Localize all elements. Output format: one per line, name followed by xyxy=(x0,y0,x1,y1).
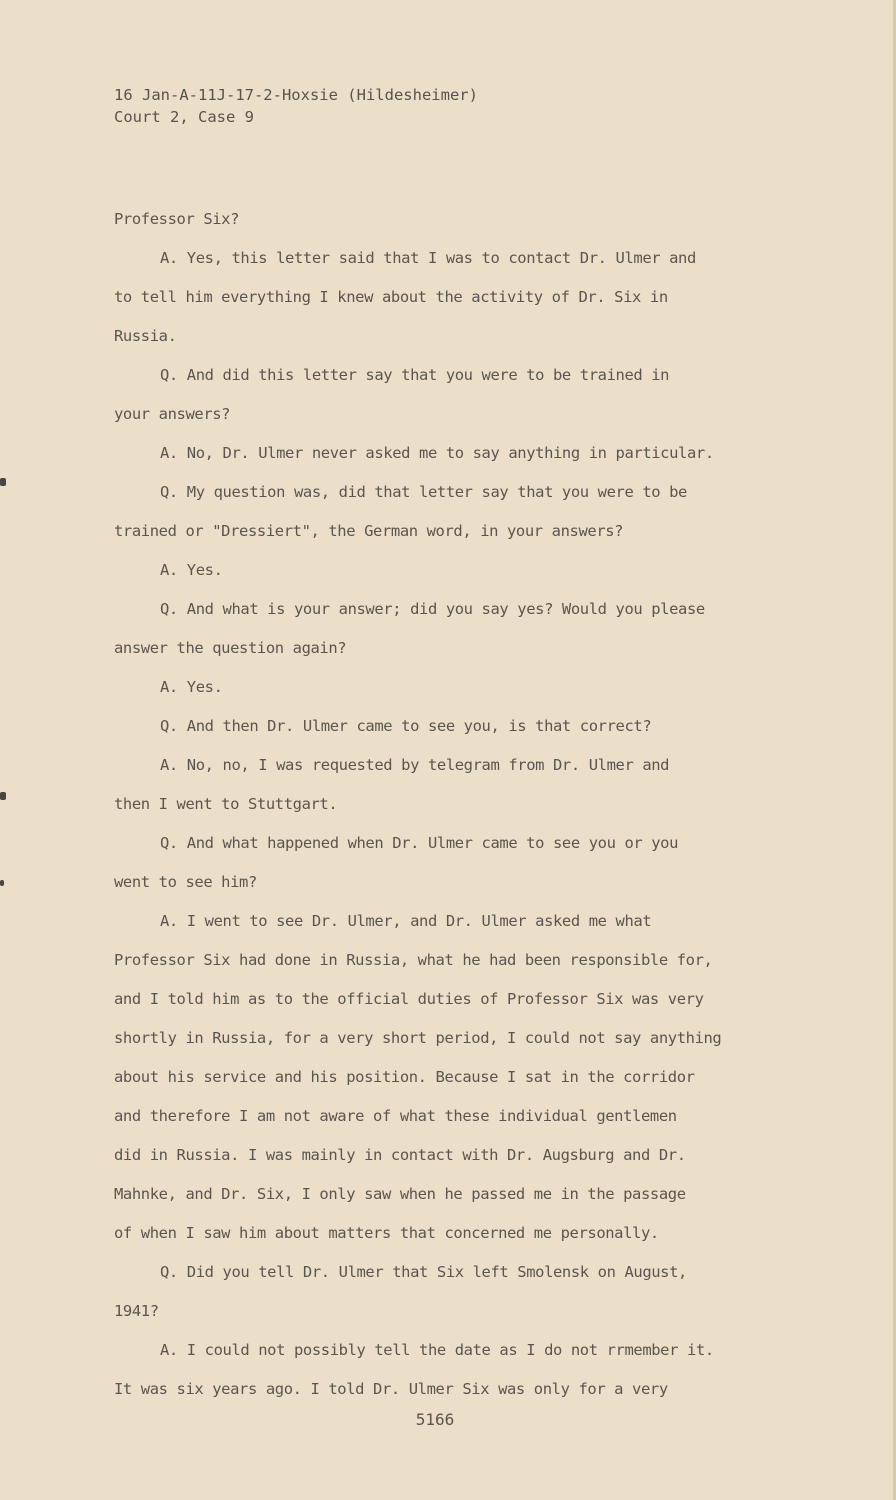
transcript-line: Q. And did this letter say that you were to be trained in xyxy=(160,366,670,384)
document-header xyxy=(114,84,478,128)
header-court-case: Court 2, Case 9 xyxy=(114,108,254,126)
transcript-line: Russia. xyxy=(114,327,177,345)
transcript-line: went to see him? xyxy=(114,873,257,891)
transcript-line: did in Russia. I was mainly in contact with Dr. Augsburg and Dr. xyxy=(114,1146,686,1164)
transcript-line: A. Yes, this letter said that I was to contact Dr. Ulmer and xyxy=(160,249,696,267)
transcript-line: It was six years ago. I told Dr. Ulmer Six was only for a very xyxy=(114,1380,668,1398)
transcript-body xyxy=(114,200,784,1409)
transcript-line: answer the question again? xyxy=(114,639,347,657)
transcript-line: A. No, Dr. Ulmer never asked me to say anything in particular. xyxy=(160,444,714,462)
transcript-line: Q. And then Dr. Ulmer came to see you, is that correct? xyxy=(160,717,652,735)
header-reference: 16 Jan-A-11J-17-2-Hoxsie (Hildesheimer) xyxy=(114,86,478,104)
transcript-line: A. No, no, I was requested by telegram from Dr. Ulmer and xyxy=(160,756,670,774)
transcript-line: and I told him as to the official duties of Professor Six was very xyxy=(114,990,704,1008)
transcript-line: Q. And what is your answer; did you say yes? Would you please xyxy=(160,600,705,618)
edge-mark xyxy=(0,792,6,800)
transcript-line: about his service and his position. Because I sat in the corridor xyxy=(114,1068,695,1086)
transcript-line: Q. My question was, did that letter say that you were to be xyxy=(160,483,687,501)
transcript-line: shortly in Russia, for a very short period, I could not say anything xyxy=(114,1029,722,1047)
transcript-line: Mahnke, and Dr. Six, I only saw when he passed me in the passage xyxy=(114,1185,686,1203)
transcript-line: A. Yes. xyxy=(160,561,223,579)
edge-mark xyxy=(0,478,6,486)
transcript-line: then I went to Stuttgart. xyxy=(114,795,338,813)
transcript-line: trained or "Dressiert", the German word, in your answers? xyxy=(114,522,624,540)
transcript-line: Q. Did you tell Dr. Ulmer that Six left Smolensk on August, xyxy=(160,1263,687,1281)
transcript-line: Professor Six had done in Russia, what he had been responsible for, xyxy=(114,951,713,969)
transcript-line: A. I could not possibly tell the date as I do not rrmember it. xyxy=(160,1341,714,1359)
transcript-line: 1941? xyxy=(114,1302,159,1320)
transcript-line: Q. And what happened when Dr. Ulmer came to see you or you xyxy=(160,834,679,852)
transcript-line: A. I went to see Dr. Ulmer, and Dr. Ulmer asked me what xyxy=(160,912,652,930)
page-number: 5166 xyxy=(415,1410,455,1429)
transcript-line: your answers? xyxy=(114,405,231,423)
transcript-line: to tell him everything I knew about the activity of Dr. Six in xyxy=(114,288,668,306)
transcript-line: and therefore I am not aware of what these individual gentlemen xyxy=(114,1107,677,1125)
transcript-line: Professor Six? xyxy=(114,210,240,228)
transcript-line: of when I saw him about matters that concerned me personally. xyxy=(114,1224,659,1242)
transcript-line: A. Yes. xyxy=(160,678,223,696)
edge-mark xyxy=(0,880,4,886)
